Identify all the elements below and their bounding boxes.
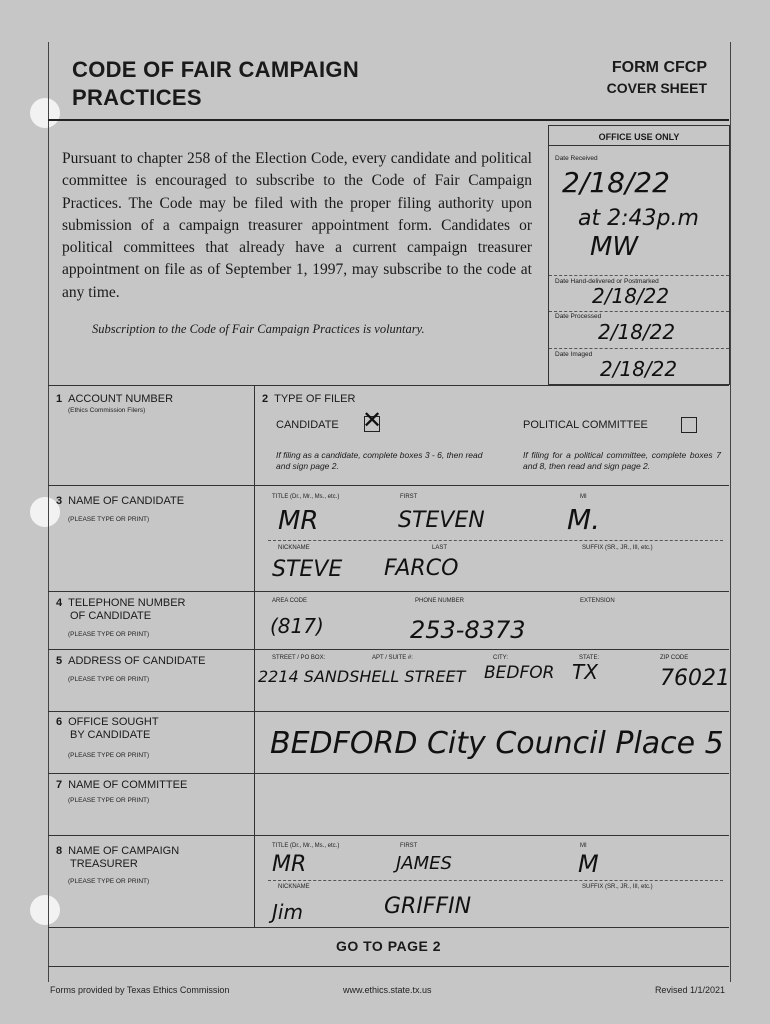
box1-sub: (Ethics Commission Filers) xyxy=(68,407,146,414)
section-divider xyxy=(48,927,729,928)
box3-label: 3 NAME OF CANDIDATE xyxy=(56,495,185,507)
committee-note: If filing for a political committee, complete boxes 7 and 8, then read and sign page 2. xyxy=(523,450,721,471)
office-divider xyxy=(549,275,729,276)
committee-option-label: POLITICAL COMMITTEE xyxy=(523,419,648,431)
date-imaged-label: Date Imaged xyxy=(555,351,593,358)
cap-title: TITLE (Dr., Mr., Ms., etc.) xyxy=(272,494,340,500)
hw-cand-last: FARCO xyxy=(384,556,459,581)
box2-label: 2 TYPE OF FILER xyxy=(262,393,356,405)
hw-date-imaged: 2/18/22 xyxy=(600,357,678,381)
intro-paragraph: Pursuant to chapter 258 of the Election Code, every candidate and political committee is encouraged to subscribe to the Code of Fair Campaign Practices. The Code may be filed with the proper filing authority upon submission of a campaign treasurer appointment form. Candidates or political committees that already have a current campaign treasurer appointment on file as of September 1, 1997, may subscribe to the code at any time. xyxy=(62,150,532,301)
form-id xyxy=(607,57,707,99)
box1-label: 1 ACCOUNT NUMBER xyxy=(56,393,174,405)
cap-tr-mi: MI xyxy=(580,843,587,849)
header-divider xyxy=(48,119,729,121)
hw-cand-mi: M. xyxy=(567,503,601,536)
hw-tr-nickname: Jim xyxy=(272,900,303,924)
cap-suffix: SUFFIX (SR., JR., III, etc.) xyxy=(582,545,653,551)
hw-street: 2214 SANDSHELL STREET xyxy=(258,667,466,686)
hw-tr-mi: M xyxy=(578,850,599,878)
check-mark-icon: ✕ xyxy=(362,406,383,434)
section-divider xyxy=(48,591,729,592)
cap-area-code: AREA CODE xyxy=(272,598,308,604)
hw-tr-title: MR xyxy=(272,852,307,877)
date-processed-label: Date Processed xyxy=(555,313,602,320)
box4-sub: (PLEASE TYPE OR PRINT) xyxy=(68,631,150,638)
section-divider xyxy=(48,485,729,486)
cap-first: FIRST xyxy=(400,494,418,500)
hw-cand-title: MR xyxy=(278,506,319,536)
section-divider xyxy=(48,385,729,386)
box5-label: 5 ADDRESS OF CANDIDATE xyxy=(56,655,206,667)
hw-cand-first: STEVEN xyxy=(398,508,485,533)
footer-left: Forms provided by Texas Ethics Commission xyxy=(50,985,230,995)
title-line-1: CODE OF FAIR CAMPAIGN xyxy=(72,57,360,82)
footer-center: www.ethics.state.tx.us xyxy=(343,985,432,995)
cap-last: LAST xyxy=(432,545,448,551)
box8-sub: (PLEASE TYPE OR PRINT) xyxy=(68,878,150,885)
candidate-note: If filing as a candidate, complete boxes 3 - 6, then read and sign page 2. xyxy=(276,450,483,471)
cap-phone: PHONE NUMBER xyxy=(415,598,465,604)
title-line-2: PRACTICES xyxy=(72,85,202,110)
section-divider xyxy=(48,711,729,712)
cap-tr-first: FIRST xyxy=(400,843,418,849)
form-id-line-2: COVER SHEET xyxy=(606,80,707,96)
form-id-line-1: FORM CFCP xyxy=(611,59,707,76)
hw-office-sought: BEDFORD City Council Place 5 xyxy=(270,726,724,761)
hw-initials: MW xyxy=(590,232,639,262)
hw-area-code: (817) xyxy=(270,614,324,638)
office-divider xyxy=(549,348,729,349)
cap-zip: ZIP CODE xyxy=(660,655,689,661)
candidate-option-label: CANDIDATE xyxy=(276,419,339,431)
hw-zip: 76021 xyxy=(660,666,730,691)
voluntary-note: Subscription to the Code of Fair Campaign Practices is voluntary. xyxy=(92,322,425,336)
footer-right: Revised 1/1/2021 xyxy=(654,985,725,995)
committee-checkbox[interactable] xyxy=(681,417,697,433)
cap-nickname: NICKNAME xyxy=(278,545,310,551)
office-use-header: OFFICE USE ONLY xyxy=(549,126,729,146)
box7-label: 7 NAME OF COMMITTEE xyxy=(56,779,188,791)
box5-sub: (PLEASE TYPE OR PRINT) xyxy=(68,676,150,683)
hw-tr-first: JAMES xyxy=(396,853,452,874)
box8-label: 8 NAME OF CAMPAIGN TREASURER xyxy=(56,845,180,870)
section-divider xyxy=(48,966,729,967)
hw-phone: 253-8373 xyxy=(410,616,526,644)
cap-tr-title: TITLE (Dr., Mr., Ms., etc.) xyxy=(272,843,340,849)
office-divider xyxy=(549,311,729,312)
form-title xyxy=(72,56,359,112)
hw-date-received: 2/18/22 xyxy=(562,166,670,199)
date-hand-label: Date Hand-delivered or Postmarked xyxy=(555,278,659,285)
cap-mi: MI xyxy=(580,494,587,500)
cap-extension: EXTENSION xyxy=(580,598,615,604)
cap-street: STREET / PO BOX: xyxy=(272,655,326,661)
hw-state: TX xyxy=(572,660,598,684)
date-received-label: Date Received xyxy=(555,155,598,162)
hw-time: at 2:43p.m xyxy=(578,206,699,231)
hw-city: BEDFOR xyxy=(484,663,555,683)
box6-label: 6 OFFICE SOUGHT BY CANDIDATE xyxy=(56,716,159,741)
office-use-box xyxy=(548,125,730,385)
hw-date-processed: 2/18/22 xyxy=(598,320,676,344)
column-divider xyxy=(254,385,255,927)
box6-sub: (PLEASE TYPE OR PRINT) xyxy=(68,752,150,759)
section-divider xyxy=(48,773,729,774)
section-divider xyxy=(48,649,729,650)
cap-apt: APT / SUITE #: xyxy=(372,655,413,661)
cap-tr-nickname: NICKNAME xyxy=(278,884,310,890)
hw-tr-last: GRIFFIN xyxy=(384,894,472,919)
hw-date-hand: 2/18/22 xyxy=(592,284,670,308)
section-divider xyxy=(48,835,729,836)
hw-cand-nickname: STEVE xyxy=(272,557,343,582)
box4-label: 4 TELEPHONE NUMBER OF CANDIDATE xyxy=(56,597,186,622)
cap-state: STATE: xyxy=(579,655,600,661)
field-line xyxy=(268,880,723,881)
go-to-page-2: GO TO PAGE 2 xyxy=(335,938,442,954)
cap-city: CITY: xyxy=(493,655,509,661)
box7-sub: (PLEASE TYPE OR PRINT) xyxy=(68,797,150,804)
field-line xyxy=(268,540,723,541)
box3-sub: (PLEASE TYPE OR PRINT) xyxy=(68,516,150,523)
cap-tr-suffix: SUFFIX (SR., JR., III, etc.) xyxy=(582,884,653,890)
